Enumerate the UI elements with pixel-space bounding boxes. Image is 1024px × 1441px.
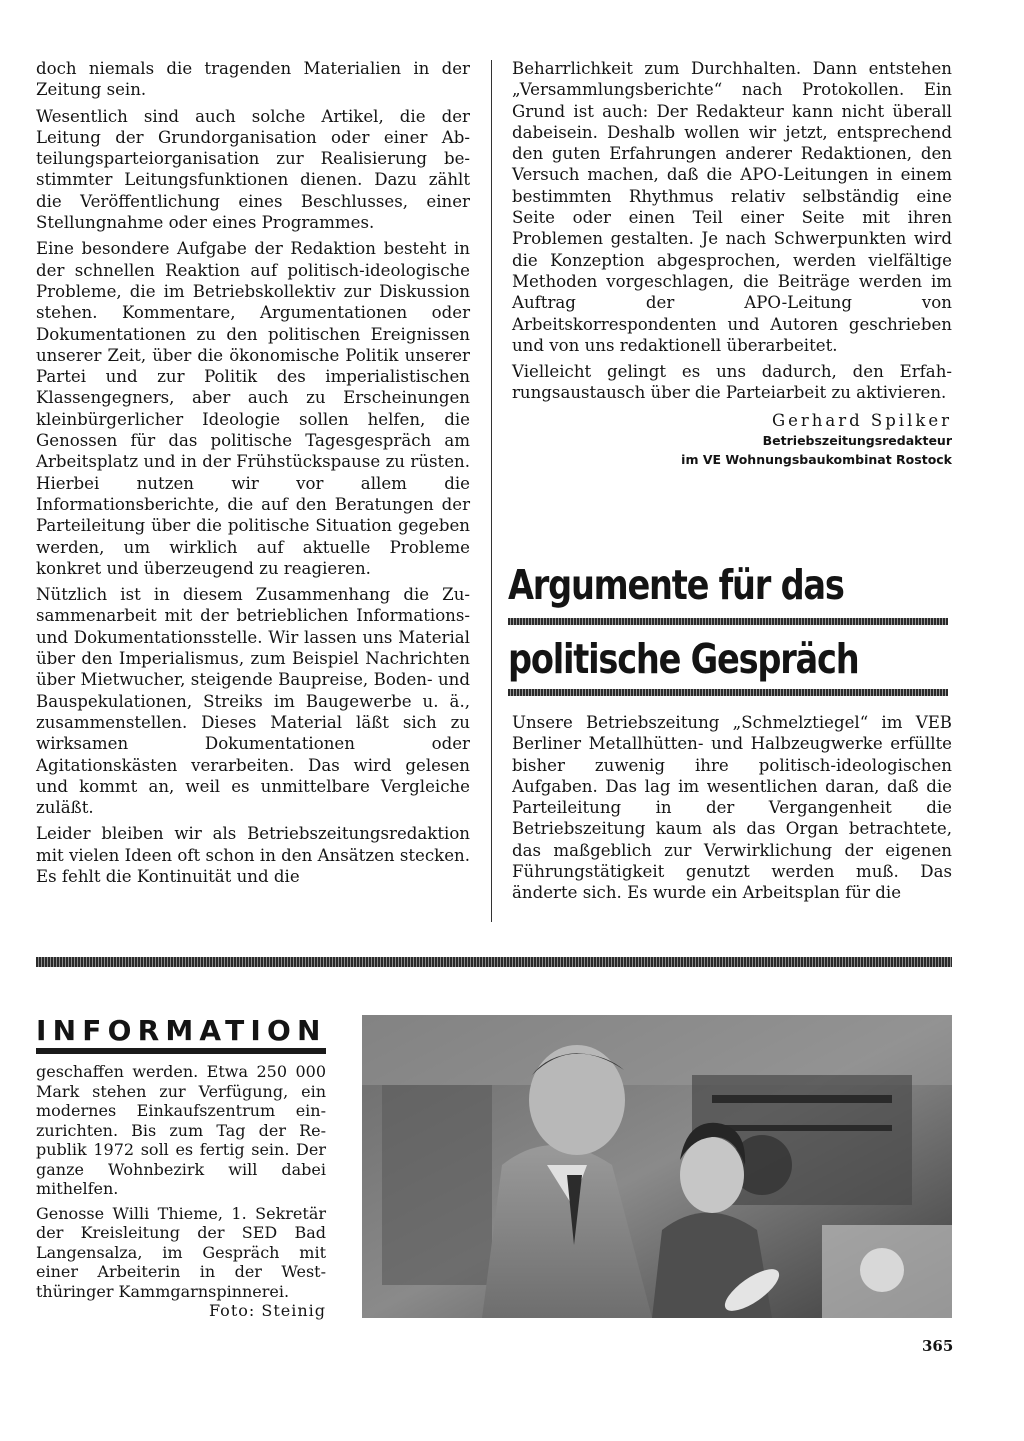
left-paragraph-3: Eine besondere Aufgabe der Redaktion besteht in der schnellen Reaktion auf politisch-ideologische Probleme, die im Betriebskollektiv zur Diskussion stehen. Kommentare, Argumentationen oder Dokumentationen zu den politischen Ereignissen unserer Zeit, über die ökonomische Politik unserer Partei und zur Politik des imperialistischen Klassengegners, aber auch zu Erscheinungen kleinbürgerlicher Ideologie sollen helfen, die Genossen für das politische Tagesgespräch am Arbeitsplatz und in der Frühstückspause zu rüsten. Hierbei nutzen wir vor allem die Informationsberichte, die auf den Beratungen der Parteileitung über die politische Situation gegeben werden, um wirklich auf aktuelle Probleme konkret und überzeugend zu reagieren. <box>36 239 470 578</box>
author-role: Betriebszeitungsredakteur <box>762 433 952 449</box>
author-name: Gerhard Spilker <box>771 410 952 430</box>
headline-rule-2 <box>508 689 948 696</box>
information-column <box>36 1062 326 1321</box>
headline-rule-1 <box>508 618 948 625</box>
left-column <box>36 58 470 892</box>
author-affiliation: im VE Wohnungsbaukombinat Rostock <box>681 452 952 468</box>
information-title: INFORMATION <box>36 1014 327 1047</box>
right-paragraph-2: Vielleicht gelingt es uns dadurch, den Erfahrungsaustausch über die Parteiarbeit zu aktivieren. <box>512 362 952 403</box>
news-photo <box>362 1015 952 1318</box>
section-separator <box>36 957 952 967</box>
headline-line-1: Argumente für das <box>508 561 844 609</box>
information-title-rule <box>36 1048 326 1054</box>
photo-caption: Genosse Willi Thieme, 1. Sekretär der Kreisleitung der SED Bad Langensalza, im Gespräch mit einer Arbeiterin in der Westthüringer Kammgarnspinnerei. <box>36 1203 326 1301</box>
left-paragraph-2: Wesentlich sind auch solche Artikel, die der Leitung der Grundorganisation oder einer Abteilungsparteiorganisation zur Realisierung bestimmter Leitungsfunktionen dienen. Dazu zählt die Veröffentlichung eines Beschlusses, einer Stellungnahme oder eines Programmes. <box>36 106 470 233</box>
right-paragraph-1: Beharrlichkeit zum Durchhalten. Dann entstehen „Versammlungsberichte“ nach Protokollen. Ein Grund ist auch: Der Redakteur kann nicht überall dabeisein. Deshalb wollen wir jetzt, entsprechend den guten Erfahrungen anderer Redaktionen, den Versuch machen, daß die APO-Leitungen in einem bestimmten Rhythmus relativ selbständig eine Seite oder einen Teil einer Seite mit ihren Problemen gestalten. Je nach Schwerpunkten wird die Konzeption abgesprochen, werden vielfältige Methoden vorgeschlagen, die Beiträge werden im Auftrag der APO-Leitung von Arbeitskorrespondenten und Autoren geschrieben und von uns redaktionell überarbeitet. <box>512 59 952 355</box>
photo-credit: Foto: Steinig <box>208 1301 326 1320</box>
left-paragraph-5: Leider bleiben wir als Betriebszeitungsredaktion mit vielen Ideen oft schon in den Ansätzen stecken. Es fehlt die Kontinuität und die <box>36 824 470 886</box>
information-paragraph: geschaffen werden. Etwa 250 000 Mark stehen zur Verfügung, ein modernes Einkaufszentrum einzurichten. Bis zum Tag der Republik 1972 soll es fertig sein. Der ganze Wohnbezirk will dabei mithelfen. <box>36 1062 326 1198</box>
article2-paragraph: Unsere Betriebszeitung „Schmelztiegel“ im VEB Berliner Metallhütten- und Halbzeugwerke erfüllte bisher zuwenig ihre politisch-ideologischen Aufgaben. Das lag im wesentlichen daran, daß die Parteileitung in der Vergangenheit die Betriebszeitung kaum als das Organ betrachtete, das maßgeblich zur Verwirklichung der eigenen Führungstätigkeit genutzt werden muß. Das änderte sich. Es wurde ein Arbeitsplan für die <box>512 713 952 903</box>
left-paragraph-4: Nützlich ist in diesem Zusammenhang die Zusammenarbeit mit der betrieblichen Informations- und Dokumentationsstelle. Wir lassen uns Material über den Imperialismus, zum Beispiel Nachrichten über Mietwucher, steigende Baupreise, Boden- und Bauspekulationen, Streiks im Baugewerbe u. ä., zusammenstellen. Dieses Material läßt sich zu wirksamen Dokumentationen oder Agitationskästen verarbeiten. Das wird gelesen und kommt an, weil es unmittelbare Vergleiche zuläßt. <box>36 585 470 818</box>
page-number: 365 <box>922 1337 954 1355</box>
author-signature <box>512 410 952 469</box>
photo-illustration <box>362 1015 952 1318</box>
left-paragraph-1: doch niemals die tragenden Materialien in der Zeitung sein. <box>36 59 470 100</box>
article2-body <box>512 712 952 909</box>
column-divider <box>491 60 492 922</box>
headline-line-2: politische Gespräch <box>508 635 859 683</box>
right-column-top <box>512 58 952 469</box>
